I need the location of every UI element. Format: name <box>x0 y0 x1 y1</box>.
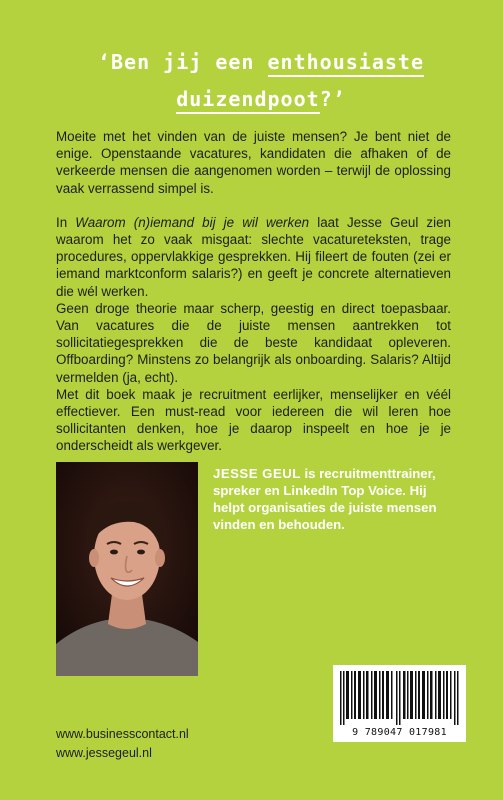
barcode-icon <box>340 671 459 725</box>
blurb-p2-rest: laat Jesse Geul zien waarom het zo vaak misgaat: slechte vacatureteksten, trage procedures, oppervlakkige gesprekken. Hij fileert de fouten (zei er iemand marktconform salaris?) en geeft je concrete alternatieven die wél werken. <box>56 214 452 299</box>
blurb-p2-prefix: In <box>56 214 76 230</box>
author-bio-text: is recruitmenttrainer, spreker en LinkedIn Top Voice. Hij helpt organisaties de juiste mensen vinden en behouden. <box>213 466 437 532</box>
headline-quote <box>86 44 436 118</box>
author-bio <box>213 465 453 533</box>
quote-underlined-word-1: enthousiaste <box>268 50 425 77</box>
author-name: JESSE GEUL <box>213 466 301 481</box>
quote-open: ‘Ben jij een <box>97 50 268 74</box>
isbn-barcode <box>333 665 466 742</box>
author-portrait-icon <box>56 462 198 676</box>
blurb <box>56 128 451 455</box>
blurb-paragraph-2 <box>56 214 451 300</box>
book-title: Waarom (n)iemand bij je wil werken <box>75 214 310 230</box>
blurb-paragraph-3: Geen droge theorie maar scherp, geestig en direct toepasbaar. Van vacatures die de juiste mensen aantrekken tot sollicitatiegesprekken die de beste kandidaat opleveren. Offboarding? Minstens zo belangrijk als onboarding. Salaris? Altijd vermelden (ja, echt). <box>56 300 451 385</box>
blurb-paragraph-1: Moeite met het vinden van de juiste mensen? Je bent niet de enige. Openstaande vacatures, kandidaten die afhaken of de verkeerde mensen die aangenomen worden – terwijl de oplossing vaak verrassend simpel is. <box>56 129 451 196</box>
quote-underlined-word-2: duizendpoot <box>176 87 319 114</box>
isbn-number: 9 789047 017981 <box>352 727 447 738</box>
author-url[interactable]: www.jessegeul.nl <box>56 746 152 760</box>
blurb-paragraph-4: Met dit boek maak je recruitment eerlijker, menselijker en véél effectiever. Een must-read voor iedereen die wil leren hoe sollicitanten denken, hoe je daarop inspeelt en hoe je je onderscheidt als werkgever. <box>56 386 451 454</box>
quote-close: ?’ <box>319 87 346 111</box>
footer-links <box>56 725 189 763</box>
author-photo <box>56 462 198 676</box>
publisher-url[interactable]: www.businesscontact.nl <box>56 727 189 741</box>
